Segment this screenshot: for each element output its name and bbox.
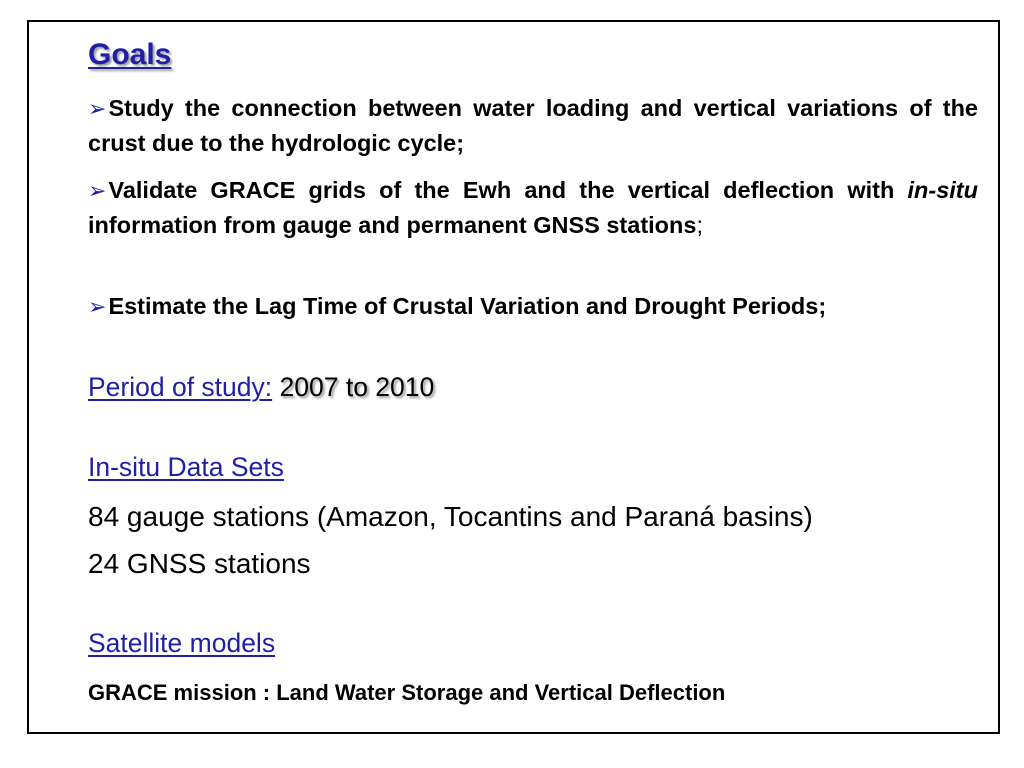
- goal-item-2-italic: in-situ: [907, 177, 978, 203]
- goal-item-2: [88, 173, 978, 243]
- period-of-study: [88, 372, 434, 403]
- bullet-arrow-icon: ➢: [88, 178, 107, 203]
- goal-item-2-end: ;: [696, 212, 703, 238]
- satellite-grace-mission: GRACE mission : Land Water Storage and Vertical Deflection: [88, 680, 726, 705]
- insitu-gnss-stations: 24 GNSS stations: [88, 548, 311, 579]
- goal-item-2-text-b: information from gauge and permanent GNSS stations: [88, 212, 697, 238]
- insitu-gauge-stations: 84 gauge stations (Amazon, Tocantins and Paraná basins): [88, 501, 813, 532]
- bullet-arrow-icon: ➢: [88, 96, 107, 121]
- satellite-heading: Satellite models: [88, 628, 276, 658]
- goal-item-3: [88, 289, 978, 324]
- goal-item-1-text: Study the connection between water loading and vertical variations of the crust due to the hydrologic cycle;: [88, 95, 978, 156]
- period-label: Period of study:: [88, 372, 273, 402]
- bullet-arrow-icon: ➢: [88, 294, 107, 319]
- goals-heading: Goals: [88, 38, 172, 71]
- period-value: 2007 to 2010: [279, 372, 435, 402]
- goal-item-1: [88, 91, 978, 161]
- goal-item-3-text: Estimate the Lag Time of Crustal Variation and Drought Periods;: [108, 293, 827, 319]
- goal-item-2-text-a: Validate GRACE grids of the Ewh and the vertical deflection with: [108, 177, 908, 203]
- insitu-heading: In-situ Data Sets: [88, 452, 284, 482]
